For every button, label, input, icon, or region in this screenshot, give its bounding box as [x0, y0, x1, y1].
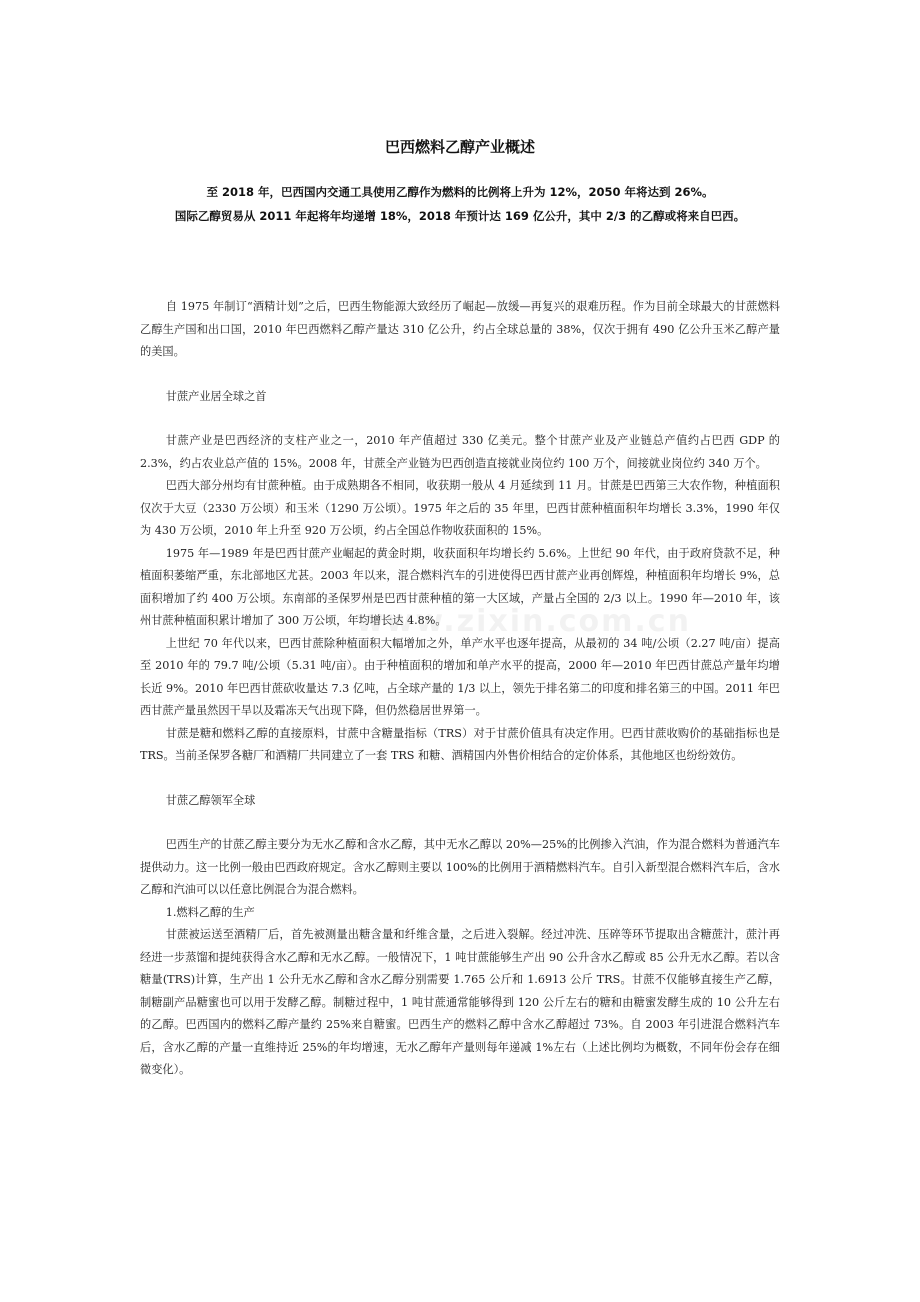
paragraph-8: 甘蔗被运送至酒精厂后，首先被测量出糖含量和纤维含量，之后进入裂解。经过冲洗、压碎等环节提取出含糖蔗汁，蔗汁再经进一步蒸馏和提纯获得含水乙醇和无水乙醇。一般情况下，1 吨甘蔗能够生产出 90 公升含水乙醇或 85 公升无水乙醇。若以含糖量(TRS)计算，生产出 1 公升无水乙醇和含水乙醇分别需要 1.765 公斤和 1.6913 公斤 TRS。甘蔗不仅能够直接生产乙醇，制糖副产品糖蜜也可以用于发酵乙醇。制糖过程中，1 吨甘蔗通常能够得到 120 公斤左右的糖和由糖蜜发酵生成的 10 公升左右的乙醇。巴西国内的燃料乙醇产量约 25%来自糖蜜。巴西生产的燃料乙醇中含水乙醇超过 73%。自 2003 年引进混合燃料汽车后，含水乙醇的产量一直维持近 25%的年均增速，无水乙醇年产量则每年递减 1%左右（上述比例均为概数，不同年份会存在细微变化）。	[140, 928, 780, 1076]
section-heading-1: 甘蔗产业居全球之首	[165, 389, 267, 403]
paragraph-5: 甘蔗是糖和燃料乙醇的直接原料，甘蔗中含糖量指标（TRS）对于甘蔗价值具有决定作用。巴西甘蔗收购价的基础指标也是 TRS。当前圣保罗各糖厂和酒精厂共同建立了一套 TRS 和糖、酒精国内外售价相结合的定价体系，其他地区也纷纷效仿。	[140, 726, 780, 762]
intro-paragraph: 自 1975 年制订“酒精计划”之后，巴西生物能源大致经历了崛起—放缓—再复兴的艰难历程。作为目前全球最大的甘蔗燃料乙醇生产国和出口国，2010 年巴西燃料乙醇产量达 310 亿公升，约占全球总量的 38%，仅次于拥有 490 亿公升玉米乙醇产量的美国。	[140, 300, 780, 358]
paragraph-6: 巴西生产的甘蔗乙醇主要分为无水乙醇和含水乙醇，其中无水乙醇以 20%—25%的比例掺入汽油，作为混合燃料为普通汽车提供动力。这一比例一般由巴西政府规定。含水乙醇则主要以 100%的比例用于酒精燃料汽车。自引入新型混合燃料汽车后，含水乙醇和汽油可以以任意比例混合为混合燃料。	[140, 838, 780, 896]
watermark: www.zixin.com.cn	[356, 604, 691, 639]
summary-line-1: 至 2018 年，巴西国内交通工具使用乙醇作为燃料的比例将上升为 12%，2050 年将达到 26%。	[206, 185, 714, 199]
subheading-production: 1.燃料乙醇的生产	[165, 905, 255, 919]
paragraph-2: 巴西大部分州均有甘蔗种植。由于成熟期各不相同，收获期一般从 4 月延续到 11 月。甘蔗是巴西第三大农作物，种植面积仅次于大豆（2330 万公顷）和玉米（1290 万公顷）。1975 年之后的 35 年里，巴西甘蔗种植面积年均增长 3.3%，1990 年仅为 430 万公顷，2010 年上升至 920 万公顷，约占全国总作物收获面积的 15%。	[140, 479, 780, 537]
section-heading-2: 甘蔗乙醇领军全球	[165, 793, 256, 807]
document-title: 巴西燃料乙醇产业概述	[384, 138, 535, 156]
paragraph-1: 甘蔗产业是巴西经济的支柱产业之一，2010 年产值超过 330 亿美元。整个甘蔗产业及产业链总产值约占巴西 GDP 的 2.3%，约占农业总产值的 15%。2008 年，甘蔗全产业链为巴西创造直接就业岗位约 100 万个，间接就业岗位约 340 万个。	[140, 434, 780, 470]
document-body	[140, 296, 780, 1082]
paragraph-4: 上世纪 70 年代以来，巴西甘蔗除种植面积大幅增加之外，单产水平也逐年提高，从最初的 34 吨/公顷（2.27 吨/亩）提高至 2010 年的 79.7 吨/公顷（5.31 吨/亩）。由于种植面积的增加和单产水平的提高，2000 年—2010 年巴西甘蔗总产量年均增长近 9%。2010 年巴西甘蔗砍收量达 7.3 亿吨，占全球产量的 1/3 以上，领先于排名第二的印度和排名第三的中国。2011 年巴西甘蔗产量虽然因干旱以及霜冻天气出现下降，但仍然稳居世界第一。	[140, 636, 780, 717]
summary-line-2: 国际乙醇贸易从 2011 年起将年均递增 18%，2018 年预计达 169 亿公升，其中 2/3 的乙醇或将来自巴西。	[174, 209, 746, 223]
paragraph-3: 1975 年—1989 年是巴西甘蔗产业崛起的黄金时期，收获面积年均增长约 5.6%。上世纪 90 年代，由于政府贷款不足，种植面积萎缩严重，东北部地区尤甚。2003 年以来，混合燃料汽车的引进使得巴西甘蔗产业再创辉煌，种植面积年均增长 9%，总面积增加了约 400 万公顷。东南部的圣保罗州是巴西甘蔗种植的第一大区域，产量占全国的 2/3 以上。1990 年—2010 年，该州甘蔗种植面积累计增加了 300 万公顷，年均增长达 4.8%。	[140, 546, 780, 627]
